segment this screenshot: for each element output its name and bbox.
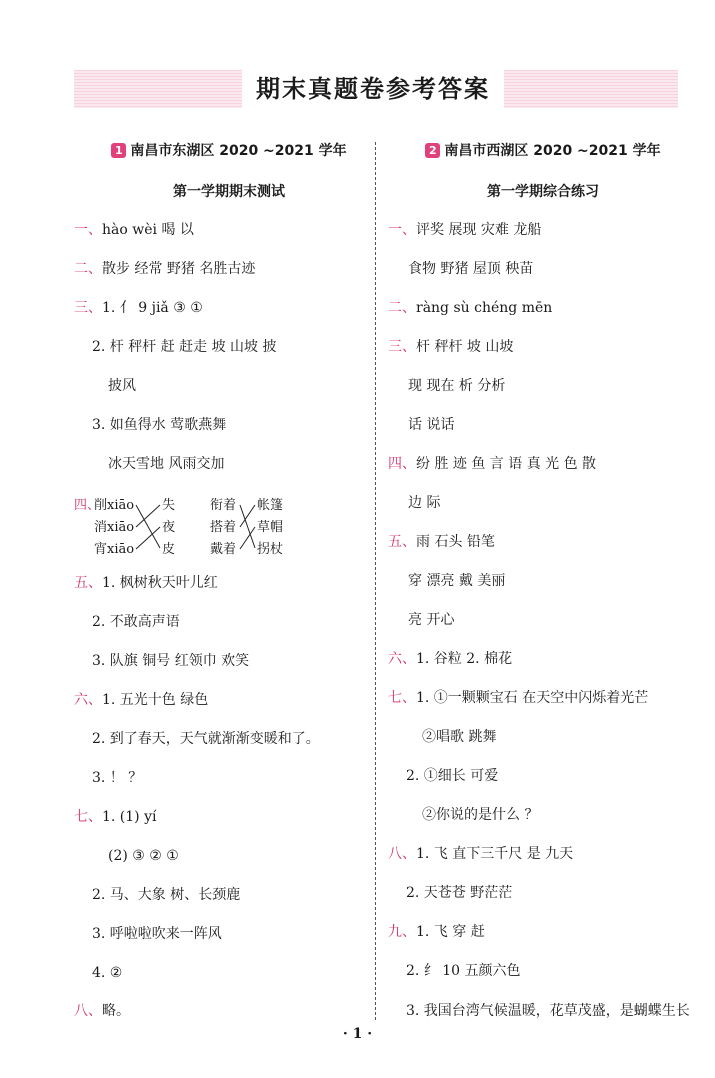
match-right-item: 拐杖 [257,542,284,557]
answer-line: 八、1. 飞 直下三千尺 是 九天 [388,846,574,862]
answer-line: ②唱歌 跳舞 [422,729,497,745]
match-mid-item: 失 [162,498,176,513]
answer-line: 七、1. (1) yí [74,809,157,825]
answer-line: 亮 开心 [408,612,455,628]
answer-line: 三、1. 亻 9 jiǎ ③ ① [74,300,203,316]
match-mid2-item: 衔着 [210,498,237,513]
answer-line: 五、雨 石头 铅笔 [388,534,495,550]
match-line [240,505,255,527]
section-badge-1: 1 [111,143,126,158]
left-header-text: 南昌市东湖区 2020 ~2021 学年 [130,143,347,159]
right-header-text: 南昌市西湖区 2020 ~2021 学年 [444,143,661,159]
match-mid2-item: 戴着 [210,542,237,557]
match-left-item: 宵xiāo [94,542,135,557]
answer-line: 边 际 [408,495,441,511]
left-subheader: 第一学期期末测试 [173,184,285,200]
section-badge-2: 2 [425,143,440,158]
match-mid-item: 夜 [162,520,176,535]
answer-line: 2. 马、大象 树、长颈鹿 [92,887,241,903]
page-title: 期末真题卷参考答案 [242,70,504,108]
match-left-item: 削xiāo [94,498,135,513]
answer-line: 3. ！ ？ [92,770,143,786]
answer-line: 九、1. 飞 穿 赶 [388,924,485,940]
match-left-item: 消xiāo [94,520,135,535]
answer-line: 3. 如鱼得水 莺歌燕舞 [92,417,227,433]
match-line [136,527,160,549]
match-right-item: 草帽 [257,520,284,535]
match-mid2-item: 搭着 [210,520,237,535]
answer-line: 一、评奖 展现 灾难 龙船 [388,222,542,238]
answer-line: 2. 到了春天，天气就渐渐变暖和了。 [92,731,320,747]
answer-line: 冰天雪地 风雨交加 [108,456,225,472]
match-line [240,527,255,549]
right-section-header [388,141,698,161]
answer-line: 3. 队旗 铜号 红领巾 欢笑 [92,653,250,669]
answer-line: 六、1. 五光十色 绿色 [74,692,209,708]
answer-line: (2) ③ ② ① [108,848,179,864]
answer-line: 五、1. 枫树秋天叶儿红 [74,575,218,591]
answer-line: 披风 [108,378,136,394]
answer-line: 现 现在 析 分析 [408,378,506,394]
answer-line: ②你说的是什么 ？ [422,807,539,823]
answer-line: 3. 我国台湾气候温暖，花草茂盛，是蝴蝶生长 [406,1003,690,1019]
match-mid-item: 皮 [162,542,176,557]
answer-line: 一、hào wèi 喝 以 [74,222,194,238]
answer-line: 2. ①细长 可爱 [406,768,499,784]
match-line [240,505,255,548]
answer-line: 三、杆 秤杆 坡 山坡 [388,339,514,355]
matching-lines [74,0,404,600]
answer-line: 穿 漂亮 戴 美丽 [408,573,506,589]
answer-line: 食物 野猪 屋顶 秧苗 [408,261,534,277]
answer-line: 4. ② [92,965,123,981]
page-number: · 1 · [342,1026,373,1042]
right-subheader: 第一学期综合练习 [487,184,599,200]
answer-line: 六、1. 谷粒 2. 棉花 [388,651,513,667]
match-number: 四、 [74,498,101,513]
answer-line: 2. 纟 10 五颜六色 [406,963,521,979]
answer-line: 八、略。 [74,1003,130,1019]
answer-line: 二、ràng sù chéng mēn [388,300,553,316]
answer-line: 话 说话 [408,417,455,433]
match-line [136,505,160,527]
answer-line: 3. 呼啦啦吹来一阵风 [92,926,222,942]
match-line [136,505,160,548]
answer-line: 2. 杆 秤杆 赶 赶走 坡 山坡 披 [92,339,277,355]
answer-line: 七、1. ①一颗颗宝石 在天空中闪烁着光芒 [388,690,649,706]
answer-line: 2. 天苍苍 野茫茫 [406,885,513,901]
match-right-item: 帐篷 [257,498,284,513]
answer-line: 四、纷 胜 迹 鱼 言 语 真 光 色 散 [388,456,597,472]
answer-line: 2. 不敢高声语 [92,614,180,630]
answer-line: 二、散步 经常 野猪 名胜古迹 [74,261,256,277]
